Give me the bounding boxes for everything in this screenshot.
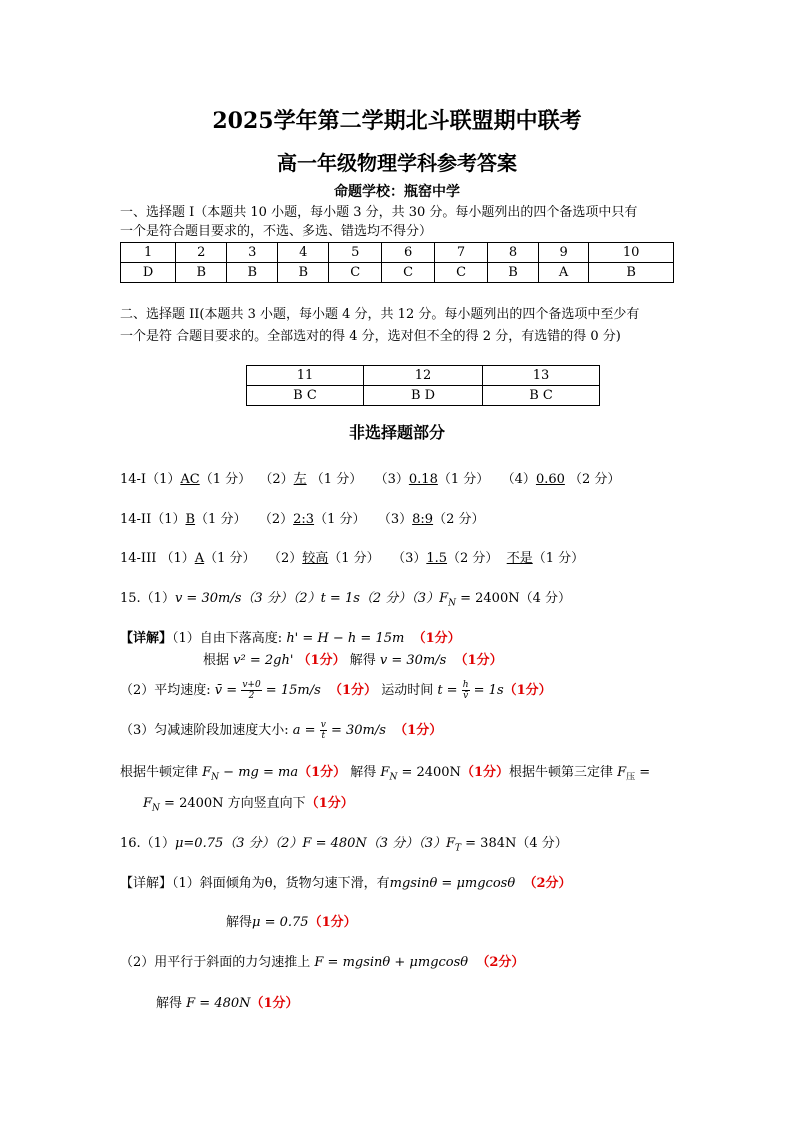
table-cell: 5 [329, 243, 382, 263]
equation: h' = H − h = 15m [286, 631, 405, 646]
answer: 不是 [506, 551, 533, 566]
score: （1 分） [199, 472, 252, 487]
text: 解得 [156, 996, 187, 1011]
q14-1-line [120, 470, 620, 489]
table-row-answers [121, 263, 674, 283]
score-red: （1分） [297, 653, 346, 668]
text: （1）斜面倾角为θ，货物匀速下滑，有 [172, 876, 390, 891]
q15-detail-line4 [120, 720, 442, 741]
table-cell: B [176, 263, 227, 283]
table-cell: 1 [121, 243, 176, 263]
table-row-numbers [247, 366, 600, 386]
section1-answer-table [120, 242, 674, 283]
equation: = 2400N [397, 765, 461, 780]
score-red: （1分） [250, 996, 299, 1011]
answer: 1.5 [426, 551, 448, 566]
detail-tag: 【详解】 [120, 876, 173, 891]
equation: = 2400N [159, 796, 224, 811]
symbol: F [439, 591, 449, 606]
section2-answer-table [246, 365, 600, 406]
part-label: （3） [377, 512, 413, 527]
answer: t = 1s（2 分）（3） [320, 591, 440, 606]
text: 方向竖直向下 [223, 796, 306, 811]
score-red: （1分） [460, 765, 509, 780]
score-red: （2分） [523, 876, 572, 891]
text: 运动时间 [377, 683, 438, 698]
text: 解得 [226, 915, 253, 930]
answer: 8:9 [412, 512, 434, 527]
equation: = 1s [469, 683, 504, 698]
q15-detail-line3 [120, 680, 552, 701]
q16-summary [120, 834, 568, 859]
table-cell: B [488, 263, 539, 283]
q16-detail-line2 [226, 913, 357, 932]
numerator: h [462, 680, 469, 690]
subscript: N [448, 598, 456, 609]
equation: v² = 2gh' [233, 653, 294, 668]
answer: 0.18 [408, 472, 438, 487]
equation: v = 30m/s [379, 653, 447, 668]
text: （2）平均速度: [120, 683, 215, 698]
equation: v̄ = [214, 683, 242, 698]
q-label: 16.（1） [120, 836, 175, 851]
answer: v = 30m/s（3 分）（2） [174, 591, 321, 606]
table-cell: 4 [278, 243, 329, 263]
detail-tag: 【详解】 [120, 631, 173, 646]
text: （1）自由下落高度: [172, 631, 287, 646]
table-cell: B C [247, 386, 364, 406]
equation: − mg = ma [219, 765, 299, 780]
answer: 0.60 [535, 472, 565, 487]
part-label: （3） [392, 551, 427, 566]
q16-detail-line3 [120, 953, 524, 972]
score-red: （1分） [503, 683, 552, 698]
denominator: t [321, 731, 326, 741]
table-cell: C [329, 263, 382, 283]
answer: A [194, 551, 205, 566]
q15-detail-line6 [143, 794, 354, 819]
table-row-answers [247, 386, 600, 406]
table-cell: 7 [435, 243, 488, 263]
equation: F = 480N [186, 996, 251, 1011]
symbol: F [617, 765, 627, 780]
table-cell: 13 [483, 366, 600, 386]
q-label: 14-I（1） [120, 472, 181, 487]
fraction [320, 720, 327, 741]
score-red: （2分） [476, 955, 525, 970]
q16-detail-line4 [156, 994, 299, 1013]
answer: AC [180, 472, 200, 487]
symbol: F [202, 765, 212, 780]
text: 根据 [203, 653, 234, 668]
score-red: （1分） [305, 796, 354, 811]
q14-2-line [120, 510, 484, 529]
part-label: （3） [374, 472, 409, 487]
score: （1 分） [437, 472, 490, 487]
table-row-numbers [121, 243, 674, 263]
equation: = [635, 765, 651, 780]
table-cell: B [227, 263, 278, 283]
score: （1 分） [328, 551, 380, 566]
table-cell: B D [363, 386, 482, 406]
equation: F = mgsinθ + μmgcosθ [314, 955, 469, 970]
denominator: 2 [248, 691, 255, 701]
score: （2 分） [447, 551, 499, 566]
part-label: （2） [258, 512, 294, 527]
table-cell: 6 [382, 243, 435, 263]
subscript: T [455, 843, 462, 854]
part-label: （2） [259, 472, 294, 487]
q-label: 15.（1） [120, 591, 175, 606]
score-red: （1分） [454, 653, 503, 668]
text: 解得 [346, 765, 381, 780]
table-cell: B [589, 263, 674, 283]
score-red: （1分） [298, 765, 347, 780]
subscript: 压 [626, 772, 636, 783]
numerator: v+0 [242, 680, 261, 690]
text: 根据牛顿定律 [120, 765, 203, 780]
answer: μ=0.75（3 分）（2） [174, 836, 303, 851]
section2-intro-line1: 二、选择题 II(本题共 3 小题，每小题 4 分，共 12 分。每小题列出的四个备选项中至少有 [120, 307, 640, 322]
section2-intro-line2: 一个是符 合题目要求的。全部选对的得 4 分，选对但不全的得 2 分，有选错的得 0 分) [120, 329, 621, 344]
score: （2 分） [433, 512, 485, 527]
school-title: 命题学校：瓶窑中学 [334, 184, 460, 200]
table-cell: D [121, 263, 176, 283]
table-cell: 11 [247, 366, 364, 386]
denominator: v̄ [463, 691, 469, 701]
part-label: （2） [267, 551, 303, 566]
equation: μ = 0.75 [252, 915, 309, 930]
text: 根据牛顿第三定律 [508, 765, 618, 780]
score: （1 分） [532, 551, 585, 566]
table-cell: A [539, 263, 589, 283]
equation: a = [292, 723, 320, 738]
answer: 2:3 [293, 512, 315, 527]
table-cell: C [435, 263, 488, 283]
table-cell: 12 [363, 366, 482, 386]
equation: t = [437, 683, 462, 698]
main-title: 2025学年第二学期北斗联盟期中联考 [212, 108, 582, 134]
q-label: 14-III （1） [120, 551, 195, 566]
score: （1 分） [204, 551, 256, 566]
table-cell: 9 [539, 243, 589, 263]
answer: 左 [293, 472, 307, 487]
answer: = 384N（4 分） [461, 836, 568, 851]
subscript: N [152, 803, 160, 814]
equation: = 15m/s [261, 683, 321, 698]
table-cell: 10 [589, 243, 674, 263]
table-cell: C [382, 263, 435, 283]
text: （2）用平行于斜面的力匀速推上 [120, 955, 315, 970]
table-cell: 3 [227, 243, 278, 263]
score: （1 分） [310, 472, 363, 487]
text: 解得 [345, 653, 380, 668]
sub-title: 高一年级物理学科参考答案 [277, 151, 517, 175]
section1-intro-line2: 一个是符合题目要求的，不选、多选、错选均不得分） [120, 224, 433, 239]
equation: mgsinθ = μmgcosθ [389, 876, 516, 891]
answer: B [185, 512, 196, 527]
score-red: （1分） [412, 631, 461, 646]
section3-title: 非选择题部分 [348, 423, 445, 442]
table-cell: B [278, 263, 329, 283]
q-label: 14-II（1） [120, 512, 186, 527]
q15-detail-line5 [120, 763, 650, 788]
answer: = 2400N（4 分） [455, 591, 571, 606]
symbol: F [445, 836, 455, 851]
score: （1 分） [195, 512, 247, 527]
q15-summary [120, 589, 571, 614]
subscript: N [211, 772, 220, 783]
answer: 较高 [302, 551, 329, 566]
q14-3-line [120, 549, 584, 568]
score: （2 分） [569, 472, 621, 487]
score: （1 分） [314, 512, 366, 527]
score-red: （1分） [394, 723, 443, 738]
text: （3）匀减速阶段加速度大小: [120, 723, 293, 738]
table-cell: 8 [488, 243, 539, 263]
score-red: （1分） [329, 683, 378, 698]
q16-detail-line1 [120, 874, 571, 893]
table-cell: 2 [176, 243, 227, 263]
symbol: F [143, 796, 153, 811]
numerator: v [320, 720, 326, 730]
section1-intro-line1: 一、选择题 I（本题共 10 小题，每小题 3 分，共 30 分。每小题列出的四个备选项中只有 [120, 205, 638, 220]
equation: = 30m/s [326, 723, 386, 738]
q15-detail-line1 [120, 629, 461, 648]
table-cell: B C [483, 386, 600, 406]
answer: F = 480N（3 分）（3） [302, 836, 446, 851]
fraction [241, 680, 261, 701]
part-label: （4） [501, 472, 536, 487]
fraction [462, 680, 470, 701]
score-red: （1分） [308, 915, 357, 930]
q15-detail-line2 [203, 651, 503, 670]
symbol: F [380, 765, 390, 780]
subscript: N [389, 772, 398, 783]
